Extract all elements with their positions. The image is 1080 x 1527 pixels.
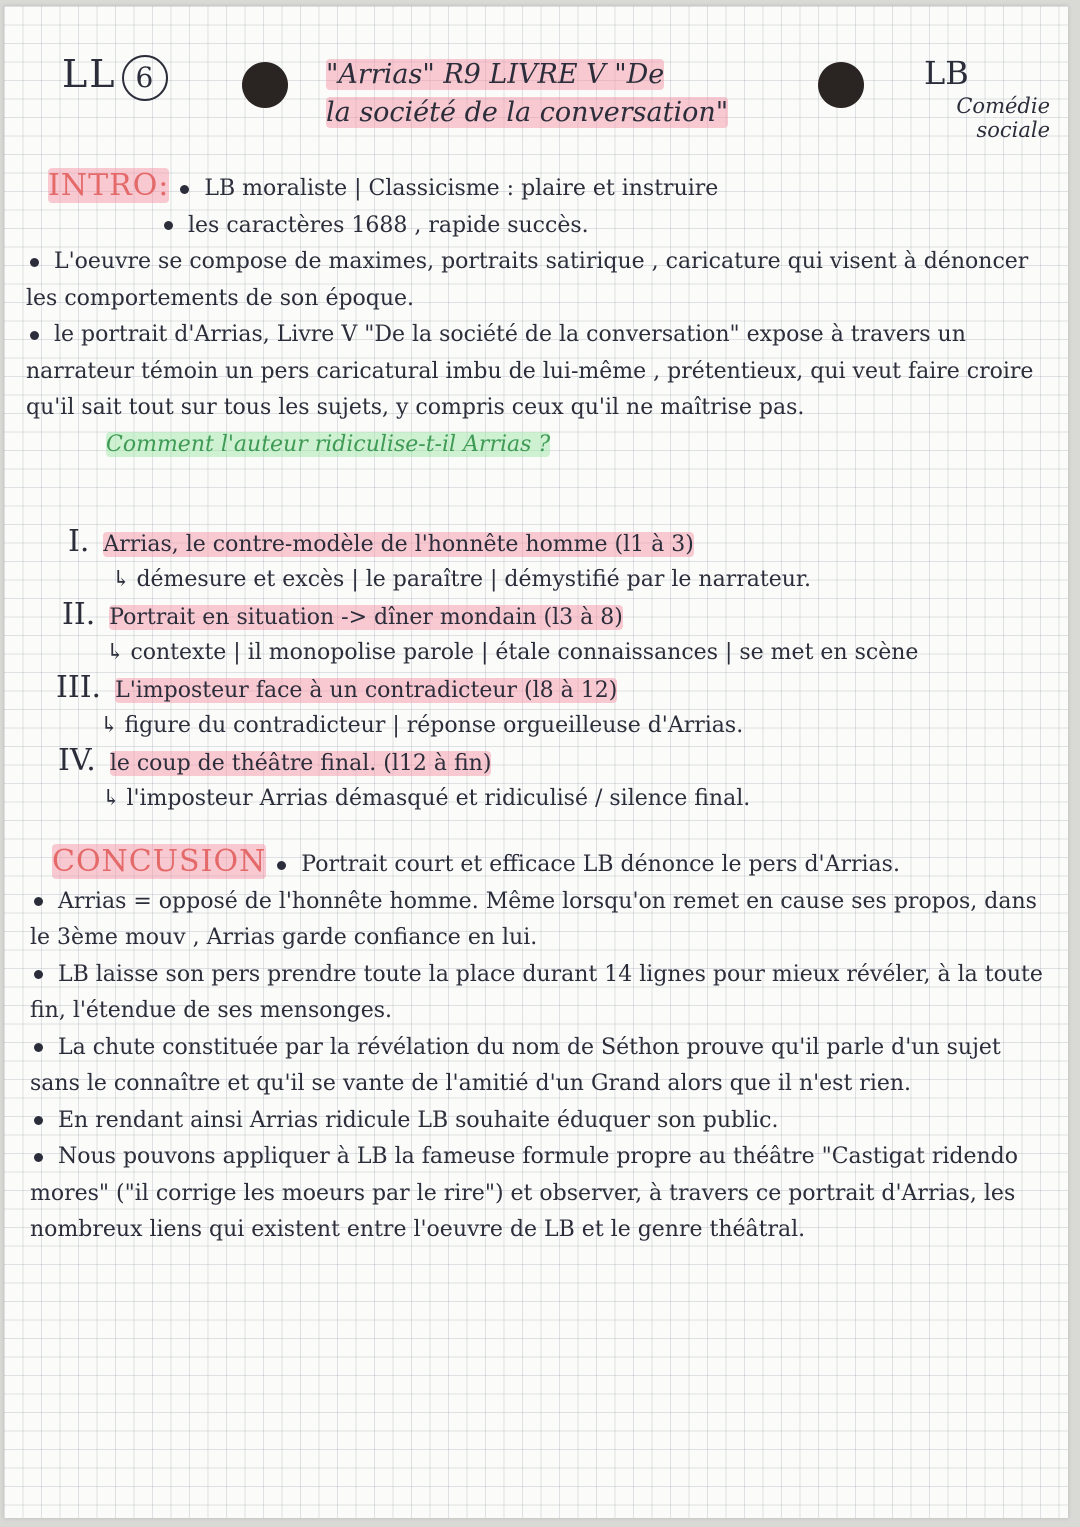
- arrow-icon: ↳: [102, 786, 121, 811]
- plan-part-3: [56, 670, 1056, 743]
- arrow-icon: ↳: [100, 713, 119, 738]
- plan-title: L'imposteur face à un contradicteur (l8 à 12): [115, 678, 618, 703]
- plan-section: [56, 524, 1056, 816]
- intro-paragraph-2: le portrait d'Arrias, Livre V "De la société de la conversation" expose à travers un narrateur témoin un pers caricatural imbu de lui-même , prétentieux, qui veut faire croire qu'il sait tout sur tous les sujets, y compris ceux qu'il ne maîtrise pas.: [26, 322, 1034, 420]
- plan-numeral: I.: [68, 524, 90, 559]
- plan-title: Arrias, le contre-modèle de l'honnête homme (l1 à 3): [103, 532, 694, 557]
- genre-label: Comédie sociale: [956, 94, 1050, 142]
- author-code: LB: [924, 54, 969, 92]
- conclusion-bullet-6: Nous pouvons appliquer à LB la fameuse formule propre au théâtre "Castigat ridendo mores" ("il corrige les moeurs par le rire") et observer, à travers ce portrait d'Arrias, les nombreux liens qui existent entre l'oeuvre de LB et le genre théâtral.: [30, 1144, 1018, 1242]
- plan-detail: figure du contradicteur | réponse orgueilleuse d'Arrias.: [124, 713, 744, 738]
- plan-part-2: [56, 597, 1056, 670]
- punch-hole-right: [818, 62, 864, 108]
- lecture-code: [62, 52, 168, 101]
- notebook-page: [4, 6, 1068, 1518]
- plan-title: le coup de théâtre final. (l12 à fin): [109, 751, 492, 776]
- bullet-dot: [30, 258, 39, 267]
- punch-hole-left: [242, 62, 288, 108]
- bullet-dot: [180, 185, 189, 194]
- conclusion-label: CONCUSION: [52, 844, 267, 879]
- intro-section: [26, 168, 1056, 463]
- plan-numeral: II.: [62, 597, 96, 632]
- conclusion-section: [30, 844, 1056, 1249]
- plan-numeral: III.: [56, 670, 102, 705]
- bullet-dot: [277, 861, 286, 870]
- conclusion-bullet-5: En rendant ainsi Arrias ridicule LB souhaite éduquer son public.: [58, 1107, 779, 1133]
- intro-bullet-1: LB moraliste | Classicisme : plaire et instruire: [204, 176, 719, 201]
- plan-numeral: IV.: [58, 743, 96, 778]
- bullet-dot: [30, 331, 39, 340]
- intro-bullet-2: les caractères 1688 , rapide succès.: [188, 212, 589, 238]
- lecture-code-text: LL: [62, 52, 117, 96]
- lecture-number: 6: [122, 55, 168, 101]
- conclusion-bullet-2: Arrias = opposé de l'honnête homme. Même lorsqu'on remet en cause ses propos, dans le 3ème mouv , Arrias garde confiance en lui.: [30, 888, 1037, 950]
- plan-title: Portrait en situation -> dîner mondain (l3 à 8): [109, 605, 623, 630]
- plan-part-4: [56, 743, 1056, 816]
- title-line-2: la société de la conversation": [326, 97, 729, 128]
- bullet-dot: [34, 1116, 43, 1125]
- intro-paragraph-1: L'oeuvre se compose de maximes, portraits satirique , caricature qui visent à dénoncer les comportements de son époque.: [26, 249, 1029, 311]
- problem-question: Comment l'auteur ridiculise-t-il Arrias ?: [106, 431, 551, 457]
- conclusion-bullet-4: La chute constituée par la révélation du nom de Séthon prouve qu'il parle d'un sujet sans le connaître et qu'il se vante de l'amitié d'un Grand alors que il n'est rien.: [30, 1034, 1001, 1096]
- plan-detail: l'imposteur Arrias démasqué et ridiculisé / silence final.: [126, 786, 751, 811]
- page-title: [326, 56, 806, 132]
- bullet-dot: [34, 1043, 43, 1052]
- title-line-1: "Arrias" R9 LIVRE V "De: [326, 59, 665, 90]
- conclusion-bullet-3: LB laisse son pers prendre toute la place durant 14 lignes pour mieux révéler, à la toute fin, l'étendue de ses mensonges.: [30, 961, 1043, 1023]
- plan-part-1: [56, 524, 1056, 597]
- bullet-dot: [34, 1153, 43, 1162]
- arrow-icon: ↳: [106, 640, 125, 665]
- plan-detail: contexte | il monopolise parole | étale connaissances | se met en scène: [130, 640, 919, 665]
- arrow-icon: ↳: [112, 567, 131, 592]
- bullet-dot: [164, 221, 173, 230]
- bullet-dot: [34, 897, 43, 906]
- intro-label: INTRO:: [48, 168, 170, 203]
- conclusion-bullet-1: Portrait court et efficace LB dénonce le pers d'Arrias.: [301, 852, 900, 877]
- plan-detail: démesure et excès | le paraître | démystifié par le narrateur.: [136, 567, 811, 592]
- bullet-dot: [34, 970, 43, 979]
